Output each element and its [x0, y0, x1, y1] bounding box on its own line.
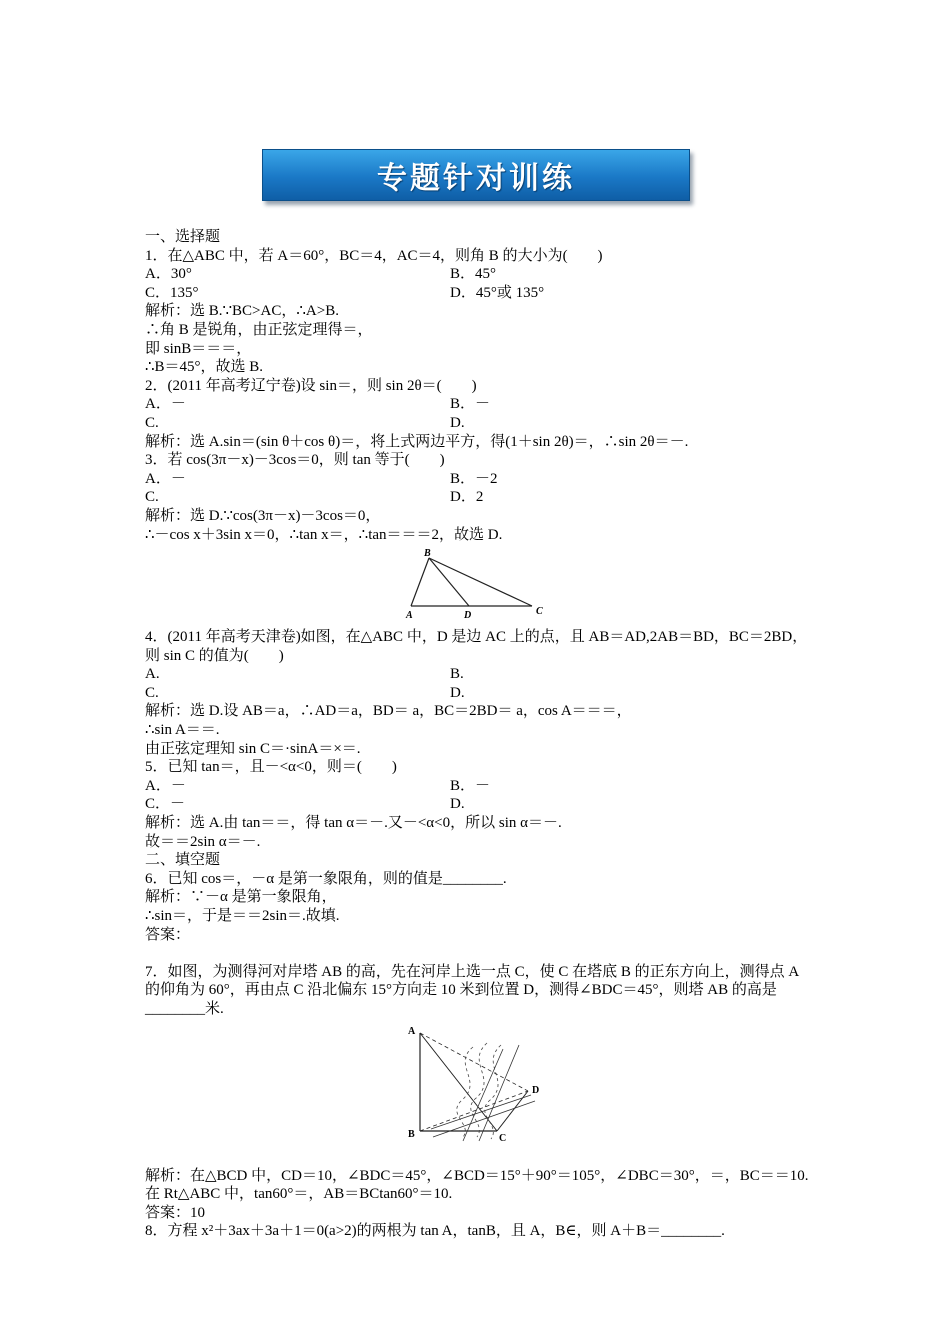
- triangle-abc-diagram: [403, 548, 553, 624]
- options-row: [145, 395, 810, 414]
- option-b: B.: [450, 666, 464, 683]
- vertex-label: C: [535, 606, 543, 618]
- page-title: 专题针对训练: [377, 161, 575, 196]
- option-a: A．－: [145, 777, 186, 794]
- solution-line: ∴sin A＝＝.: [145, 722, 220, 739]
- document-body: [145, 228, 810, 1241]
- solution-line: 解析：选 D.∵cos(3π－x)－3cos＝0，: [145, 507, 381, 524]
- option-b: B．－: [450, 396, 491, 413]
- option-b: B．－: [450, 777, 491, 794]
- solution-line: 解析：在△BCD 中，CD＝10，∠BDC＝45°，∠BCD＝15°＋90°＝105°，∠DBC＝30°，＝，BC＝＝10.在 Rt△ABC 中，tan60°＝，AB＝BCtan60°＝10.: [145, 1167, 809, 1203]
- triangle-figure: [145, 544, 810, 628]
- vertex-label: D: [463, 610, 471, 622]
- solution-line: 解析：选 B.∵BC>AC，∴A>B.: [145, 303, 339, 320]
- option-c: C.: [145, 489, 159, 506]
- solution-line: 即 sinB＝＝＝，: [145, 340, 252, 357]
- question-4: 4．(2011 年高考天津卷)如图，在△ABC 中，D 是边 AC 上的点，且 AB＝AD,2AB＝BD，BC＝2BD，则 sin C 的值为( ): [145, 629, 808, 664]
- question-6: 6．已知 cos＝，－α 是第一象限角，则的值是________.: [145, 870, 507, 887]
- question-7: 7．如图，为测得河对岸塔 AB 的高，先在河岸上选一点 C，使 C 在塔底 B 的正东方向上，测得点 A 的仰角为 60°，再由点 C 沿北偏东 15°方向走 10 米到位置 D，测得∠BDC＝45°，则塔 AB 的高是________米.: [145, 963, 799, 1017]
- option-d: D.: [450, 684, 465, 701]
- question-1: 1．在△ABC 中，若 A＝60°，BC＝4，AC＝4，则角 B 的大小为( ): [145, 247, 603, 264]
- solution-line: 故＝＝2sin α＝－.: [145, 833, 261, 850]
- tower-figure: [145, 1019, 810, 1167]
- solution-line: 解析：选 A.由 tan＝＝，得 tan α＝－.又－<α<0，所以 sin α＝－.: [145, 815, 562, 832]
- options-row: [145, 470, 810, 489]
- option-c: C．－: [145, 796, 186, 813]
- question-5: 5．已知 tan＝，且－<α<0，则＝( ): [145, 759, 397, 776]
- option-c: C.: [145, 414, 159, 431]
- solution-line: 解析：∵－α 是第一象限角，: [145, 889, 337, 906]
- option-d: D.: [450, 414, 465, 431]
- point-label: A: [407, 1025, 415, 1037]
- spacer: [145, 944, 810, 963]
- options-row: [145, 684, 810, 703]
- point-label: B: [407, 1128, 415, 1140]
- point-label: C: [498, 1132, 506, 1144]
- options-row: [145, 777, 810, 796]
- solution-line: ∴sin＝，于是＝＝2sin＝.故填.: [145, 908, 340, 924]
- vertex-label: B: [423, 548, 431, 560]
- option-d: D.: [450, 796, 465, 813]
- option-a: A．－: [145, 470, 186, 487]
- options-row: [145, 488, 810, 507]
- option-c: C.: [145, 684, 159, 701]
- title-banner: [262, 149, 690, 201]
- question-3: 3．若 cos(3π－x)－3cos＝0，则 tan 等于( ): [145, 452, 445, 469]
- option-c: C．135°: [145, 284, 199, 301]
- option-a: A．－: [145, 396, 186, 413]
- options-row: [145, 265, 810, 284]
- option-d: D．2: [450, 489, 484, 506]
- solution-line: ∴B＝45°，故选 B.: [145, 359, 264, 376]
- option-a: A.: [145, 666, 160, 683]
- solution-line: 解析：选 D.设 AB＝a，∴AD＝a，BD＝ a，BC＝2BD＝ a，cos A＝＝＝，: [145, 703, 632, 720]
- option-b: B．45°: [450, 266, 497, 283]
- solution-line: ∴－cos x＋3sin x＝0，∴tan x＝，∴tan＝＝＝2，故选 D.: [145, 526, 503, 543]
- option-d: D．45°或 135°: [450, 284, 545, 301]
- question-2: 2．(2011 年高考辽宁卷)设 sin＝，则 sin 2θ＝( ): [145, 377, 477, 394]
- options-row: [145, 795, 810, 814]
- options-row: [145, 284, 810, 303]
- tower-river-diagram: [403, 1025, 553, 1149]
- answer-line: 答案：10: [145, 1204, 206, 1221]
- solution-line: 解析：选 A.sin＝(sin θ＋cos θ)＝，将上式两边平方，得(1＋sin 2θ)＝，∴sin 2θ＝－.: [145, 433, 689, 450]
- vertex-label: A: [405, 610, 413, 622]
- options-row: [145, 414, 810, 433]
- option-a: A．30°: [145, 266, 192, 283]
- section-heading: 二、填空题: [145, 852, 221, 869]
- option-b: B．－2: [450, 470, 498, 487]
- section-heading: 一、选择题: [145, 229, 221, 245]
- answer-line: 答案：: [145, 926, 191, 943]
- solution-line: 由正弦定理知 sin C＝·sinA＝×＝.: [145, 740, 361, 757]
- options-row: [145, 665, 810, 684]
- solution-line: ∴角 B 是锐角，由正弦定理得＝，: [145, 321, 373, 338]
- point-label: D: [531, 1084, 539, 1096]
- question-8: 8．方程 x²＋3ax＋3a＋1＝0(a>2)的两根为 tan A，tanB，且 A，B∈，则 A＋B＝________.: [145, 1223, 725, 1240]
